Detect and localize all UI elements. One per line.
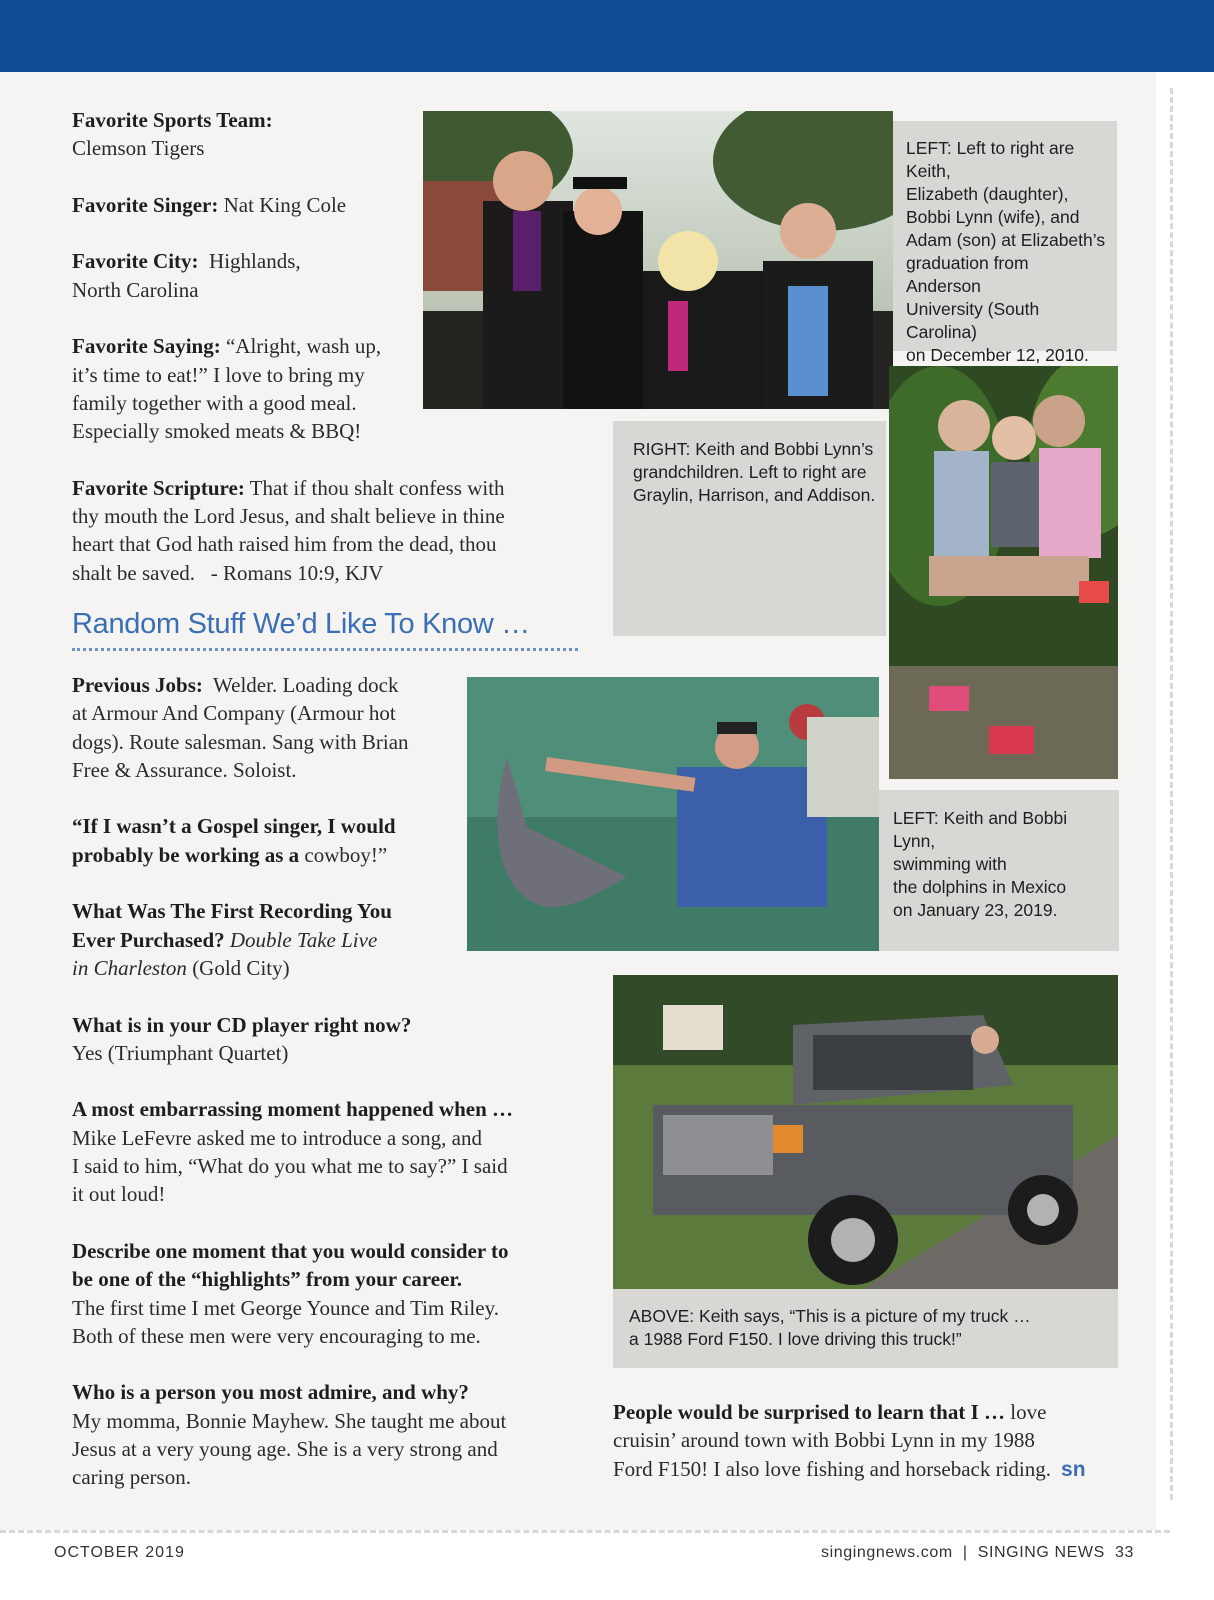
truck-caption (613, 1289, 1118, 1368)
fav-scripture-label: Favorite Scripture: (72, 475, 245, 500)
admire-answer-1: My momma, Bonnie Mayhew. She taught me about (72, 1408, 507, 1433)
grandkids-caption-line: grandchildren. Left to right are (633, 462, 867, 482)
footer-publication: singingnews.com | SINGING NEWS 33 (821, 1544, 1134, 1561)
cd-question: What is in your CD player right now? (72, 1012, 412, 1037)
fav-city-value2: North Carolina (72, 277, 199, 302)
first-rec-ans-3: (Gold City) (186, 955, 290, 980)
surprise-block (613, 1398, 1133, 1484)
cd-answer: Yes (Triumphant Quartet) (72, 1040, 289, 1065)
family-caption-line: Adam (son) at Elizabeth’s (906, 230, 1106, 250)
first-rec-q-1: What Was The First Recording You (72, 899, 392, 924)
top-banner (0, 0, 1214, 72)
first-rec-q-2: Ever Purchased? (72, 927, 225, 952)
grandkids-caption-line: Graylin, Harrison, and Addison. (633, 485, 876, 505)
family-caption-line: University (South Carolina) (906, 299, 1040, 342)
dolphin-caption-line: swimming with (893, 854, 1007, 874)
jobs-line-3: dogs). Route salesman. Sang with Brian (72, 729, 409, 754)
jobs-line-4: Free & Assurance. Soloist. (72, 757, 297, 782)
family-caption (893, 121, 1117, 365)
family-caption-line: graduation from Anderson (906, 253, 1029, 296)
jobs-line-2: at Armour And Company (Armour hot (72, 701, 396, 726)
jobs-label: Previous Jobs: (72, 673, 203, 697)
first-rec-ans-2: in Charleston (72, 955, 187, 980)
highlight-answer-1: The first time I met George Younce and Tim Riley. (72, 1295, 499, 1320)
gospel-q-1: “If I wasn’t a Gospel singer, I would (72, 814, 396, 839)
fav-saying-value3: family together with a good meal. (72, 390, 357, 415)
gospel-q-2: probably be working as a (72, 842, 300, 867)
dolphin-caption (879, 790, 1119, 951)
heading-dotted-rule (72, 648, 578, 651)
grandkids-caption-line: RIGHT: Keith and Bobbi Lynn’s (633, 439, 874, 459)
fav-sports-label: Favorite Sports Team: (72, 108, 273, 132)
truck-caption-line: a 1988 Ford F150. I love driving this truck!” (629, 1329, 962, 1349)
surprise-question: People would be surprised to learn that I … (613, 1400, 1006, 1424)
fav-saying-value1: “Alright, wash up, (220, 334, 382, 359)
family-caption-line: Elizabeth (daughter), (906, 184, 1069, 204)
admire-question: Who is a person you most admire, and why? (72, 1380, 469, 1405)
fav-city-label: Favorite City: (72, 249, 199, 274)
dolphin-photo (467, 677, 879, 951)
family-graduation-photo (423, 111, 893, 409)
embarrass-answer-1: Mike LeFevre asked me to introduce a song, and (72, 1125, 482, 1150)
highlight-answer-2: Both of these men were very encouraging to me. (72, 1323, 481, 1348)
fav-city-value: Highlands, (198, 249, 301, 274)
first-rec-ans-1: Double Take Live (224, 927, 378, 952)
fav-scripture-value3: heart that God hath raised him from the dead, thou (72, 532, 497, 557)
page-bottom-divider (0, 1530, 1170, 1533)
surprise-answer-2: cruisin’ around town with Bobbi Lynn in my 1988 (613, 1428, 1035, 1453)
end-mark: sn (1061, 1457, 1086, 1481)
gospel-answer: cowboy!” (299, 842, 388, 867)
fav-saying-label: Favorite Saying: (72, 334, 221, 359)
highlight-question-2: be one of the “highlights” from your career. (72, 1267, 463, 1292)
dolphin-caption-line: LEFT: Keith and Bobbi Lynn, (893, 808, 1068, 851)
embarrass-answer-2: I said to him, “What do you what me to say?” I said (72, 1154, 508, 1179)
fav-scripture-value1: That if thou shalt confess with (244, 475, 505, 500)
fav-singer-label: Favorite Singer: (72, 192, 219, 217)
fav-sports-value: Clemson Tigers (72, 136, 205, 161)
grandkids-caption (613, 421, 886, 636)
dolphin-caption-line: on January 23, 2019. (893, 900, 1058, 920)
admire-answer-2: Jesus at a very young age. She is a very strong and (72, 1437, 498, 1462)
family-caption-line: on December 12, 2010. (906, 345, 1089, 365)
family-caption-line: LEFT: Left to right are Keith, (906, 138, 1075, 181)
fav-saying-value4: Especially smoked meats & BBQ! (72, 419, 362, 444)
truck-photo (613, 975, 1118, 1289)
fav-singer-value: Nat King Cole (218, 192, 347, 217)
page-edge-divider (1170, 88, 1173, 1500)
embarrass-answer-3: it out loud! (72, 1182, 166, 1207)
dolphin-caption-line: the dolphins in Mexico (893, 877, 1067, 897)
truck-caption-line: ABOVE: Keith says, “This is a picture of my truck … (629, 1306, 1031, 1326)
highlight-question-1: Describe one moment that you would consider to (72, 1238, 509, 1263)
embarrass-question: A most embarrassing moment happened when … (72, 1097, 514, 1122)
fav-scripture-value4: shalt be saved. - Romans 10:9, KJV (72, 560, 384, 585)
surprise-answer-3: Ford F150! I also love fishing and horseback riding. (613, 1456, 1052, 1481)
family-caption-line: Bobbi Lynn (wife), and (906, 207, 1080, 227)
surprise-answer-1: love (1005, 1400, 1047, 1424)
fav-scripture-value2: thy mouth the Lord Jesus, and shalt believe in thine (72, 504, 505, 529)
footer-date: OCTOBER 2019 (54, 1544, 185, 1561)
fav-saying-value2: it’s time to eat!” I love to bring my (72, 362, 365, 387)
section-heading: Random Stuff We’d Like To Know … (72, 608, 530, 640)
admire-answer-3: caring person. (72, 1465, 191, 1490)
grandchildren-photo (889, 366, 1118, 779)
jobs-line-1: Welder. Loading dock (202, 673, 399, 697)
